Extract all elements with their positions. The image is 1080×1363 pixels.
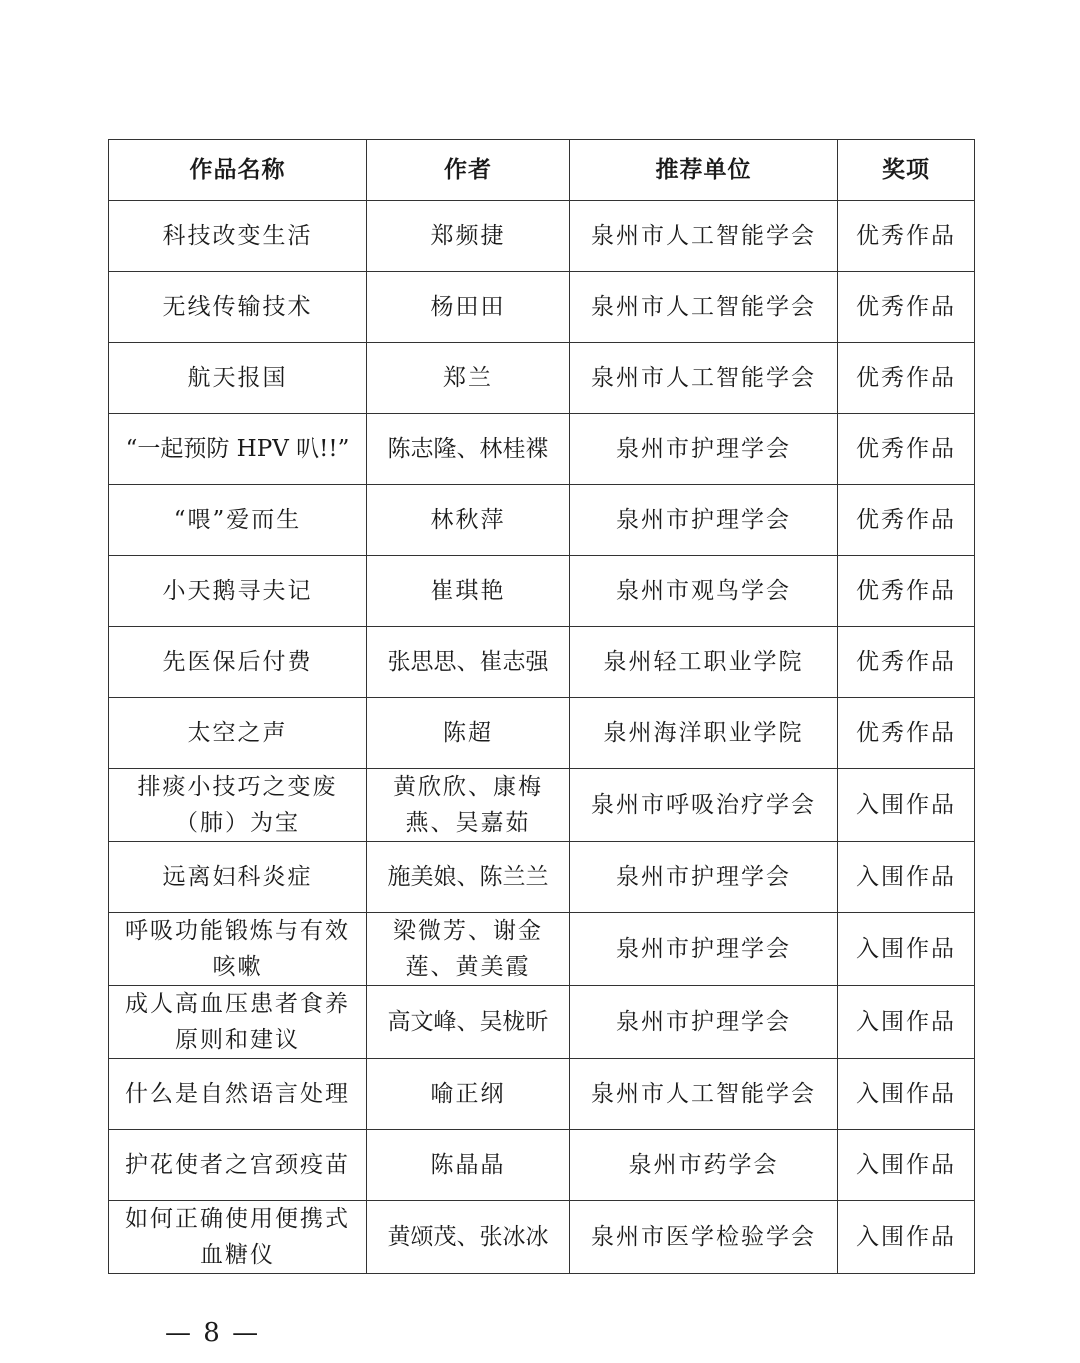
table-row xyxy=(109,1130,975,1201)
cell-title: “一起预防 HPV 叭!!” xyxy=(109,414,367,485)
cell-author: 黄颂茂、张冰冰 xyxy=(367,1201,570,1274)
table-row xyxy=(109,556,975,627)
header-author: 作者 xyxy=(367,140,570,201)
header-award: 奖项 xyxy=(838,140,975,201)
cell-unit: 泉州市医学检验学会 xyxy=(570,1201,838,1274)
cell-unit: 泉州市人工智能学会 xyxy=(570,1059,838,1130)
cell-title: 先医保后付费 xyxy=(109,627,367,698)
cell-award: 优秀作品 xyxy=(838,698,975,769)
table-row xyxy=(109,986,975,1059)
cell-award: 入围作品 xyxy=(838,769,975,842)
cell-title: 成人高血压患者食养原则和建议 xyxy=(109,986,367,1059)
cell-author: 崔琪艳 xyxy=(367,556,570,627)
cell-title: 排痰小技巧之变废（肺）为宝 xyxy=(109,769,367,842)
cell-award: 优秀作品 xyxy=(838,201,975,272)
cell-award: 入围作品 xyxy=(838,1059,975,1130)
cell-unit: 泉州市人工智能学会 xyxy=(570,343,838,414)
cell-author: 陈志隆、林桂褋 xyxy=(367,414,570,485)
cell-title: 什么是自然语言处理 xyxy=(109,1059,367,1130)
cell-award: 优秀作品 xyxy=(838,627,975,698)
table-row xyxy=(109,627,975,698)
cell-award: 入围作品 xyxy=(838,842,975,913)
table-row xyxy=(109,698,975,769)
table-row xyxy=(109,485,975,556)
cell-title: 航天报国 xyxy=(109,343,367,414)
cell-title: 如何正确使用便携式血糖仪 xyxy=(109,1201,367,1274)
table-row xyxy=(109,1201,975,1274)
header-unit: 推荐单位 xyxy=(570,140,838,201)
cell-award: 优秀作品 xyxy=(838,343,975,414)
cell-author: 张思思、崔志强 xyxy=(367,627,570,698)
cell-author: 黄欣欣、康梅燕、吴嘉茹 xyxy=(367,769,570,842)
cell-award: 优秀作品 xyxy=(838,485,975,556)
cell-award: 优秀作品 xyxy=(838,414,975,485)
table-row xyxy=(109,1059,975,1130)
cell-unit: 泉州海洋职业学院 xyxy=(570,698,838,769)
cell-title: “喂”爱而生 xyxy=(109,485,367,556)
header-title: 作品名称 xyxy=(109,140,367,201)
cell-unit: 泉州市人工智能学会 xyxy=(570,272,838,343)
cell-award: 入围作品 xyxy=(838,1201,975,1274)
cell-title: 远离妇科炎症 xyxy=(109,842,367,913)
cell-author: 梁微芳、谢金莲、黄美霞 xyxy=(367,913,570,986)
award-table xyxy=(108,139,975,1274)
cell-author: 施美娘、陈兰兰 xyxy=(367,842,570,913)
table-row xyxy=(109,913,975,986)
table-row xyxy=(109,769,975,842)
cell-unit: 泉州市护理学会 xyxy=(570,414,838,485)
cell-unit: 泉州市护理学会 xyxy=(570,842,838,913)
table-row xyxy=(109,272,975,343)
cell-unit: 泉州市护理学会 xyxy=(570,986,838,1059)
cell-title: 小天鹅寻夫记 xyxy=(109,556,367,627)
cell-author: 陈晶晶 xyxy=(367,1130,570,1201)
cell-title: 太空之声 xyxy=(109,698,367,769)
cell-unit: 泉州市药学会 xyxy=(570,1130,838,1201)
cell-unit: 泉州市观鸟学会 xyxy=(570,556,838,627)
cell-author: 高文峰、吴栊昕 xyxy=(367,986,570,1059)
table-row xyxy=(109,201,975,272)
cell-award: 优秀作品 xyxy=(838,272,975,343)
cell-unit: 泉州市人工智能学会 xyxy=(570,201,838,272)
cell-author: 喻正纲 xyxy=(367,1059,570,1130)
table-row xyxy=(109,414,975,485)
table-header-row xyxy=(109,140,975,201)
cell-author: 陈超 xyxy=(367,698,570,769)
cell-award: 入围作品 xyxy=(838,986,975,1059)
cell-author: 郑频捷 xyxy=(367,201,570,272)
cell-unit: 泉州轻工职业学院 xyxy=(570,627,838,698)
cell-unit: 泉州市呼吸治疗学会 xyxy=(570,769,838,842)
table-row xyxy=(109,343,975,414)
cell-award: 优秀作品 xyxy=(838,556,975,627)
cell-author: 林秋萍 xyxy=(367,485,570,556)
page-number: — 8 — xyxy=(165,1318,261,1348)
table-row xyxy=(109,842,975,913)
cell-author: 郑兰 xyxy=(367,343,570,414)
cell-title: 护花使者之宫颈疫苗 xyxy=(109,1130,367,1201)
cell-unit: 泉州市护理学会 xyxy=(570,913,838,986)
cell-title: 科技改变生活 xyxy=(109,201,367,272)
cell-unit: 泉州市护理学会 xyxy=(570,485,838,556)
cell-author: 杨田田 xyxy=(367,272,570,343)
cell-award: 入围作品 xyxy=(838,1130,975,1201)
cell-title: 无线传输技术 xyxy=(109,272,367,343)
cell-title: 呼吸功能锻炼与有效咳嗽 xyxy=(109,913,367,986)
cell-award: 入围作品 xyxy=(838,913,975,986)
